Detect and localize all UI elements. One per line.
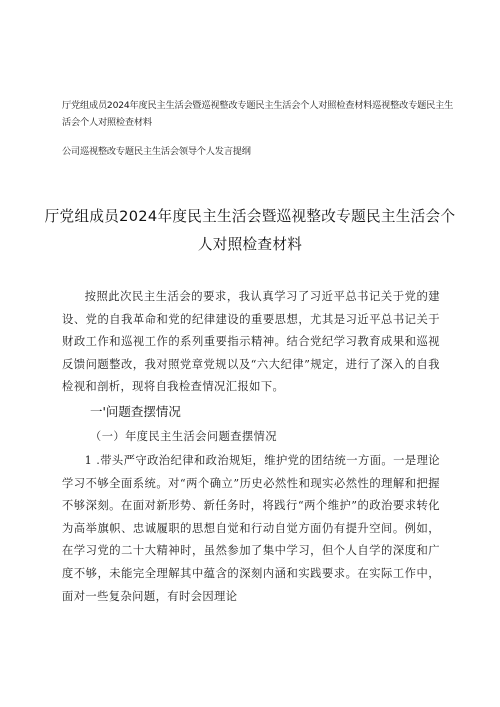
toc-entry-1[interactable]: 厅党组成员2024年度民主生活会暨巡视整改专题民主生活会个人对照检查材料巡视整改专题民主生活会个人对照检查材料 [62, 100, 454, 128]
section-heading: 一'问题查摆情况 [90, 404, 181, 419]
document-title: 厅党组成员2024年度民主生活会暨巡视整改专题民主生活会个人对照检查材料 [44, 208, 456, 253]
toc-entry-2[interactable]: 公司巡视整改专题民主生活会领导个人发言提纲 [62, 146, 251, 157]
intro-paragraph: 按照此次民主生活会的要求，我认真学习了习近平总书记关于党的建设、党的自我革命和党的纪律建设的重要思想，尤其是习近平总书记关于财政工作和巡视工作的系列重要指示精神。结合党纪学习教育成果和巡视反馈问题整改，我对照党章党规以及“六大纪律”规定，进行了深入的自我检视和剖析，现将自我检查情况汇报如下。 [62, 290, 440, 394]
item-paragraph: 1 .带头严守政治纪律和政治规矩，维护党的团结统一方面。一是理论学习不够全面系统。对“两个确立”历史必然性和现实必然性的理解和把握不够深刻。在面对新形势、新任务时，将践行“两个维护”的政治要求转化为高举旗帜、忠诚履职的思想自觉和行动自觉方面仍有提升空间。例如，在学习党的二十大精神时，虽然参加了集中学习，但个人自学的深度和广度不够，未能完全理解其中蕴含的深刻内涵和实践要求。在实际工作中，面对一些复杂问题，有时会因理论 [62, 454, 440, 603]
subsection-heading: （一）年度民主生活会问题查摆情况 [90, 430, 278, 443]
